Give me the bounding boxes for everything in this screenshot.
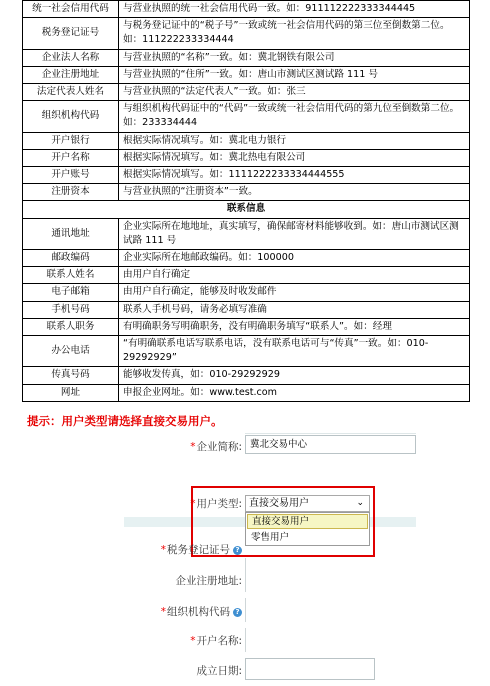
date-input[interactable] bbox=[245, 658, 375, 680]
field-description: 与营业执照的“法定代表人”一致。如：张三 bbox=[119, 84, 470, 101]
field-label: 手机号码 bbox=[23, 301, 119, 318]
field-description: 企业实际所在地邮政编码。如：100000 bbox=[119, 250, 470, 267]
field-label: 邮政编码 bbox=[23, 250, 119, 267]
org-code-label bbox=[130, 604, 242, 619]
bank-label bbox=[130, 633, 242, 648]
field-description: 根据实际情况填写。如：1111222233334444555 bbox=[119, 167, 470, 184]
required-star: * bbox=[190, 635, 196, 647]
field-label: 开户名称 bbox=[23, 149, 119, 166]
required-star: * bbox=[190, 498, 196, 510]
field-label: 注册资本 bbox=[23, 184, 119, 201]
help-icon[interactable]: ? bbox=[233, 608, 242, 617]
field-label: 组织机构代码 bbox=[23, 101, 119, 132]
field-label: 办公电话 bbox=[23, 336, 119, 367]
field-description: 与营业执照的统一社会信用代码一致。如：911112222333344445 bbox=[119, 1, 470, 18]
input-edge bbox=[245, 628, 246, 652]
field-label: 企业注册地址 bbox=[23, 66, 119, 83]
date-label: 成立日期: bbox=[196, 665, 242, 677]
form-top-divider bbox=[245, 433, 416, 434]
field-description: 由用户自行确定，能够及时收发邮件 bbox=[119, 284, 470, 301]
user-type-label-text: 用户类型: bbox=[196, 498, 242, 510]
field-description: 联系人手机号码，请务必填写准确 bbox=[119, 301, 470, 318]
section-title: 联系信息 bbox=[23, 201, 470, 218]
field-label: 法定代表人姓名 bbox=[23, 84, 119, 101]
field-description: 由用户自行确定 bbox=[119, 267, 470, 284]
field-description: “有明确联系电话写联系电话，没有联系电话可与“传真”一致。如：010-29292929” bbox=[119, 336, 470, 367]
field-description: 与营业执照的“住所”一致。如：唐山市测试区测试路 111 号 bbox=[119, 66, 470, 83]
bank-label-text: 开户名称: bbox=[196, 635, 242, 647]
field-label: 联系人职务 bbox=[23, 318, 119, 335]
field-description: 与营业执照的“注册资本”一致。 bbox=[119, 184, 470, 201]
required-star: * bbox=[190, 441, 196, 453]
field-description: 企业实际所在地地址，真实填写，确保邮寄材料能够收到。如：唐山市测试区测试路 111 号 bbox=[119, 218, 470, 249]
input-edge bbox=[245, 598, 246, 622]
required-star: * bbox=[160, 606, 166, 618]
tax-label-text: 税务登记证号 bbox=[167, 544, 230, 556]
tax-label bbox=[130, 542, 242, 557]
company-label-text: 企业简称: bbox=[196, 441, 242, 453]
field-label: 传真号码 bbox=[23, 367, 119, 384]
field-label: 企业法人名称 bbox=[23, 49, 119, 66]
field-label: 税务登记证号 bbox=[23, 18, 119, 49]
help-icon[interactable]: ? bbox=[233, 546, 242, 555]
required-star: * bbox=[160, 544, 166, 556]
field-description: 有明确职务写明确职务，没有明确职务填写“联系人”。如：经理 bbox=[119, 318, 470, 335]
tip-text: 提示：用户类型请选择直接交易用户。 bbox=[27, 414, 223, 428]
field-description: 与税务登记证中的“税子号”一致或统一社会信用代码的第三位至倒数第二位。如：111222233334444 bbox=[119, 18, 470, 49]
company-label bbox=[150, 439, 242, 454]
reg-addr-label: 企业注册地址: bbox=[175, 575, 242, 587]
company-input[interactable]: 冀北交易中心 bbox=[245, 435, 416, 454]
field-label: 联系人姓名 bbox=[23, 267, 119, 284]
field-label: 开户银行 bbox=[23, 132, 119, 149]
field-description: 与营业执照的“名称”一致。如：冀北钢铁有限公司 bbox=[119, 49, 470, 66]
option-retail[interactable]: 零售用户 bbox=[251, 532, 290, 543]
field-description: 根据实际情况填写。如：冀北电力银行 bbox=[119, 132, 470, 149]
field-description: 能够收发传真，如：010-29292929 bbox=[119, 367, 470, 384]
field-label: 电子邮箱 bbox=[23, 284, 119, 301]
user-type-selected: 直接交易用户 bbox=[249, 498, 309, 509]
field-label: 网址 bbox=[23, 384, 119, 401]
input-edge bbox=[245, 568, 246, 592]
field-label: 开户账号 bbox=[23, 167, 119, 184]
field-label: 统一社会信用代码 bbox=[23, 1, 119, 18]
field-label: 通讯地址 bbox=[23, 218, 119, 249]
option-direct-trade[interactable]: 直接交易用户 bbox=[247, 514, 368, 529]
field-description: 根据实际情况填写。如：冀北热电有限公司 bbox=[119, 149, 470, 166]
field-description: 与组织机构代码证中的“代码”一致或统一社会信用代码的第九位至倒数第二位。如：233334444 bbox=[119, 101, 470, 132]
chevron-down-icon: ⌄ bbox=[356, 498, 364, 508]
org-code-label-text: 组织机构代码 bbox=[167, 606, 230, 618]
field-description: 申报企业网址。如：www.test.com bbox=[119, 384, 470, 401]
